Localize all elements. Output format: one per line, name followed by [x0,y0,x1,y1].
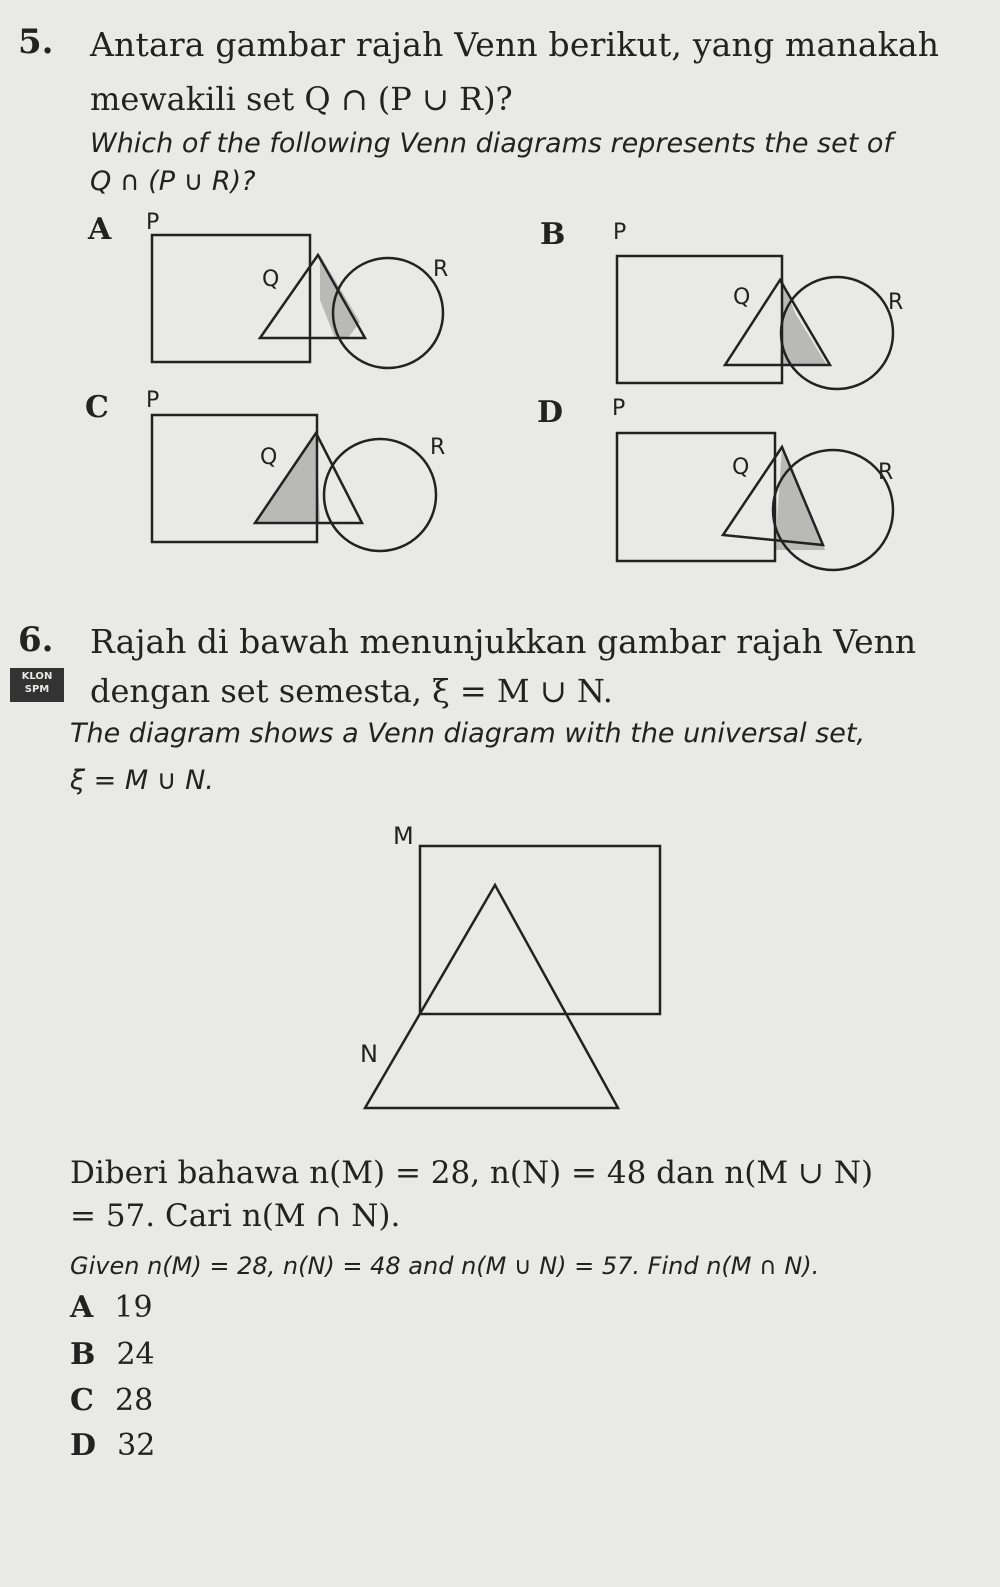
q5-option-b-label-q: Q [733,285,751,310]
q5-text-ms-line1: Antara gambar rajah Venn berikut, yang manakah [90,25,940,64]
klon-spm-badge: KLON SPM [10,668,64,702]
q5-number: 5. [18,22,54,62]
q5-text-en-line2: Q ∩ (P ∪ R)? [90,166,256,197]
q5-text-en-line1: Which of the following Venn diagrams represents the set of [90,128,893,159]
q6-given-en: Given n(M) = 28, n(N) = 48 and n(M ∪ N) = 57. Find n(M ∩ N). [70,1252,820,1280]
q6-text-en-line1: The diagram shows a Venn diagram with the universal set, [70,718,866,749]
answer-letter: C [70,1383,94,1418]
answer-option-b[interactable] [70,1337,155,1372]
q6-given-ms-line2: = 57. Cari n(M ∩ N). [70,1198,401,1234]
answer-value: 28 [114,1383,154,1418]
set-n-triangle [365,885,618,1108]
q5-option-a-diagram[interactable] [140,210,460,380]
q5-option-c-letter: C [85,390,109,425]
set-r-circle [324,439,436,551]
answer-letter: A [70,1290,94,1325]
q6-text-ms-line1: Rajah di bawah menunjukkan gambar rajah Venn [90,622,917,661]
q6-label-m: M [393,822,414,850]
q6-venn-diagram [340,820,700,1120]
q5-option-d-label-r: R [878,460,894,485]
q6-label-n: N [360,1040,378,1068]
answer-option-c[interactable] [70,1383,153,1418]
answer-letter: B [70,1337,96,1372]
q5-option-b-letter: B [540,217,566,252]
q6-text-ms-line2: dengan set semesta, ξ = M ∪ N. [90,672,613,710]
q5-option-c-label-q: Q [260,445,278,470]
set-p-rectangle [617,433,775,561]
q5-option-b-label-r: R [888,290,904,315]
q5-option-a-label-q: Q [262,267,280,292]
answer-option-d[interactable] [70,1428,155,1463]
q5-option-a-label-r: R [433,257,449,282]
q5-option-b-diagram[interactable] [605,220,905,400]
q5-option-b-label-p: P [613,220,627,245]
q5-option-d-label-q: Q [732,455,750,480]
q5-option-c-label-p: P [146,388,160,413]
q6-text-en-line2: ξ = M ∪ N. [70,765,214,796]
q5-text-ms-line2: mewakili set Q ∩ (P ∪ R)? [90,80,513,118]
answer-option-a[interactable] [70,1290,153,1325]
q6-number: 6. [18,620,54,660]
q5-option-a-label-p: P [146,210,160,235]
q5-option-d-letter: D [537,395,564,430]
q5-option-c-diagram[interactable] [140,385,460,560]
q6-given-ms-line1: Diberi bahawa n(M) = 28, n(N) = 48 dan n(M ∪ N) [70,1155,874,1191]
answer-value: 19 [114,1290,153,1325]
answer-value: 32 [117,1428,156,1463]
q5-option-d-label-p: P [612,396,626,421]
answer-letter: D [70,1428,97,1463]
q5-option-a-letter: A [88,212,112,247]
q5-option-c-label-r: R [430,435,446,460]
answer-value: 24 [116,1337,155,1372]
q5-option-d-diagram[interactable] [605,395,905,595]
set-m-rectangle [420,846,660,1014]
